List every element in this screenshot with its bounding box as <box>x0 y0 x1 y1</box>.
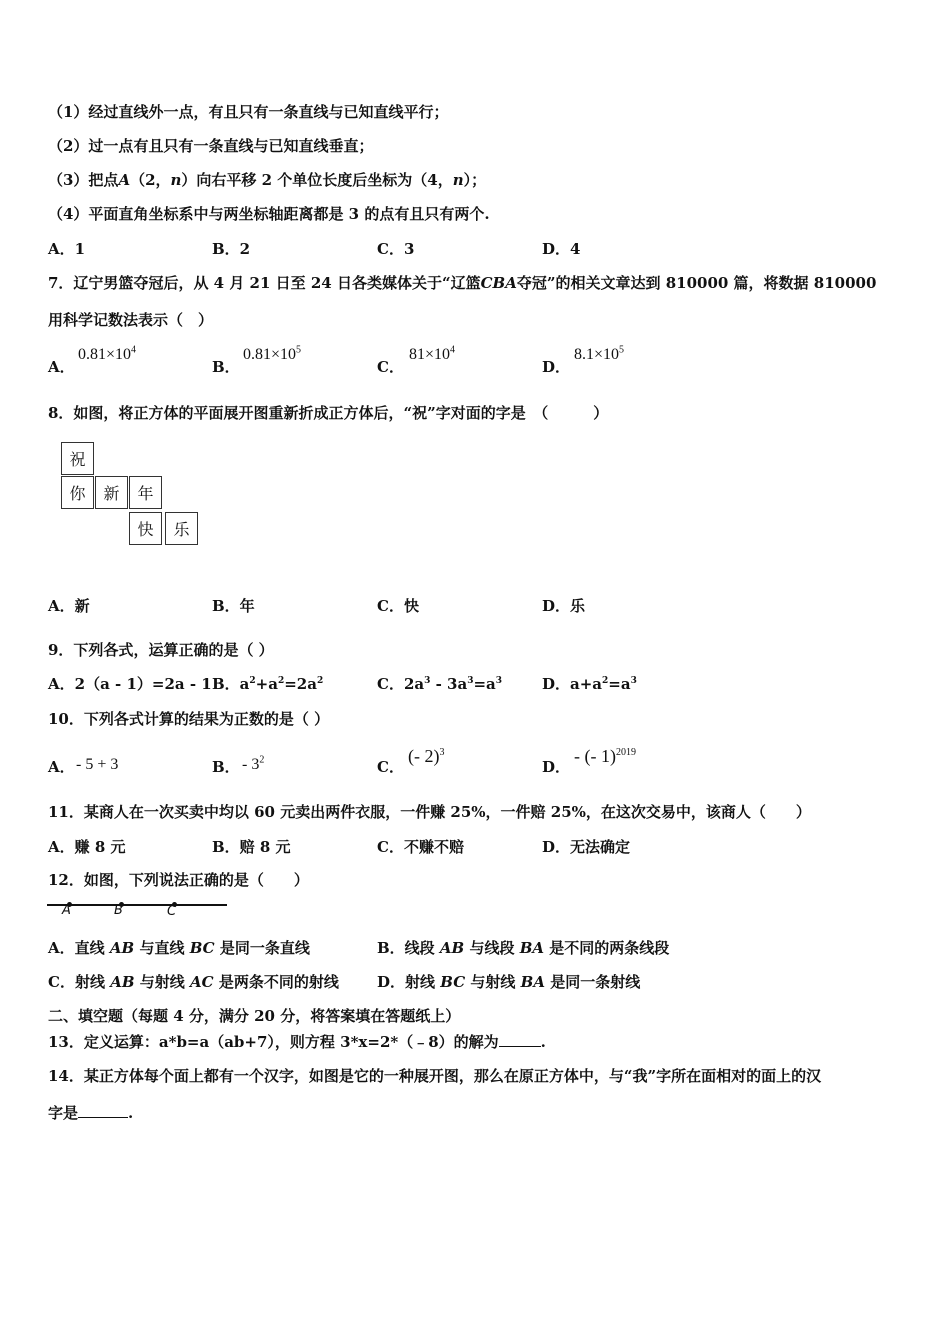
q8-option-a: A．新 <box>48 597 90 615</box>
q10-option-c-label: C． <box>377 758 404 776</box>
q7-option-c-label: C． <box>377 358 404 376</box>
q11-option-b: B．赔 8 元 <box>212 838 291 856</box>
q7-option-b-label: B． <box>212 358 240 376</box>
q7-option-a-value: $0.81\times 10^4$ <box>78 344 137 363</box>
q9-option-c: C．$2a^3 - 3a^3=a^3$ <box>377 675 503 693</box>
net-cell-zhu: 祝 <box>61 442 94 475</box>
q6-option-c: C．3 <box>377 240 415 258</box>
q6-option-d: D．4 <box>542 240 581 258</box>
net-cell-le: 乐 <box>165 512 198 545</box>
q6-statement-3: （3）把点A（2，n）向右平移 2 个单位长度后坐标为（4，n）； <box>48 171 487 189</box>
q10-option-d-label: D． <box>542 758 571 776</box>
q7-stem-line2: 用科学记数法表示（ ） <box>48 311 214 329</box>
q14-stem-line1: 14．某正方体每个面上都有一个汉字，如图是它的一种展开图，那么在原正方体中，与“我”字所在面相对的面上的汉 <box>48 1067 822 1085</box>
q9-stem: 9．下列各式，运算正确的是（ ） <box>48 641 274 659</box>
q6-option-a: A．1 <box>48 240 86 258</box>
q10-option-a-value: - 5 + 3 <box>76 756 119 773</box>
q10-option-b-label: B． <box>212 758 240 776</box>
q6-statement-1: （1）经过直线外一点，有且只有一条直线与已知直线平行； <box>48 103 449 121</box>
net-cell-ni: 你 <box>61 476 94 509</box>
q8-stem: 8．如图，将正方体的平面展开图重新折成正方体后，“祝”字对面的字是 （ ） <box>48 404 609 422</box>
q7-option-d-value: $8.1\times 10^5$ <box>574 344 625 363</box>
q13-answer-blank[interactable] <box>499 1032 541 1047</box>
q8-option-d: D．乐 <box>542 597 586 615</box>
q9-option-a: A．2（a - 1）=2a - 1 <box>48 675 212 693</box>
q11-option-a: A．赚 8 元 <box>48 838 126 856</box>
q11-stem: 11．某商人在一次买卖中均以 60 元卖出两件衣服，一件赚 25%，一件赔 25%，在这次交易中，该商人（ ） <box>48 803 811 821</box>
q10-option-b-value: - $3^2$ <box>242 754 265 773</box>
line-segment <box>47 904 227 906</box>
point-c-label: C <box>167 904 177 919</box>
q6-statement-4: （4）平面直角坐标系中与两坐标轴距离都是 3 的点有且只有两个. <box>48 205 490 223</box>
net-cell-nian: 年 <box>129 476 162 509</box>
q7-option-b-value: $0.81\times 10^5$ <box>243 344 302 363</box>
net-cell-kuai: 快 <box>129 512 162 545</box>
q9-option-d: D．$a+a^2=a^3$ <box>542 675 637 693</box>
point-a-label: A <box>62 903 71 918</box>
q10-option-d-value: - (- 1)$^{2019}$ <box>574 746 636 766</box>
q9-option-b: B．$a^2+a^2=2a^2$ <box>212 675 324 693</box>
q7-option-a-label: A． <box>48 358 75 376</box>
q6-option-b: B．2 <box>212 240 251 258</box>
q8-option-b: B．年 <box>212 597 255 615</box>
q11-option-d: D．无法确定 <box>542 838 631 856</box>
q14-answer-blank[interactable] <box>78 1103 128 1118</box>
q7-option-c-value: $81\times 10^4$ <box>409 344 456 363</box>
q12-option-b: B．线段 AB 与线段 BA 是不同的两条线段 <box>377 939 670 957</box>
point-b-label: B <box>114 903 123 918</box>
q12-option-a: A．直线 AB 与直线 BC 是同一条直线 <box>48 939 310 957</box>
q12-stem: 12．如图，下列说法正确的是（ ） <box>48 871 309 889</box>
q7-option-d-label: D． <box>542 358 571 376</box>
q12-option-d: D．射线 BC 与射线 BA 是同一条射线 <box>377 973 641 991</box>
section-2-title: 二、填空题（每题 4 分，满分 20 分，将答案填在答题纸上） <box>48 1007 461 1025</box>
q10-option-a-label: A． <box>48 758 75 776</box>
q10-option-c-value: (- 2)$^3$ <box>408 746 445 766</box>
q6-statement-2: （2）过一点有且只有一条直线与已知直线垂直； <box>48 137 374 155</box>
q7-stem-line1: 7．辽宁男篮夺冠后，从 4 月 21 日至 24 日各类媒体关于“辽篮CBA夺冠”的相关文章达到 810000 篇，将数据 810000 <box>48 274 877 292</box>
q10-stem: 10．下列各式计算的结果为正数的是（ ） <box>48 710 330 728</box>
net-cell-xin: 新 <box>95 476 128 509</box>
q14-stem-line2: 字是 . <box>48 1104 134 1122</box>
q11-option-c: C．不赚不赔 <box>377 838 464 856</box>
q13-stem: 13．定义运算：a*b=a（ab+7），则方程 3*x=2*（﹣8）的解为 . <box>48 1033 546 1051</box>
q12-option-c: C．射线 AB 与射线 AC 是两条不同的射线 <box>48 973 339 991</box>
q8-option-c: C．快 <box>377 597 419 615</box>
